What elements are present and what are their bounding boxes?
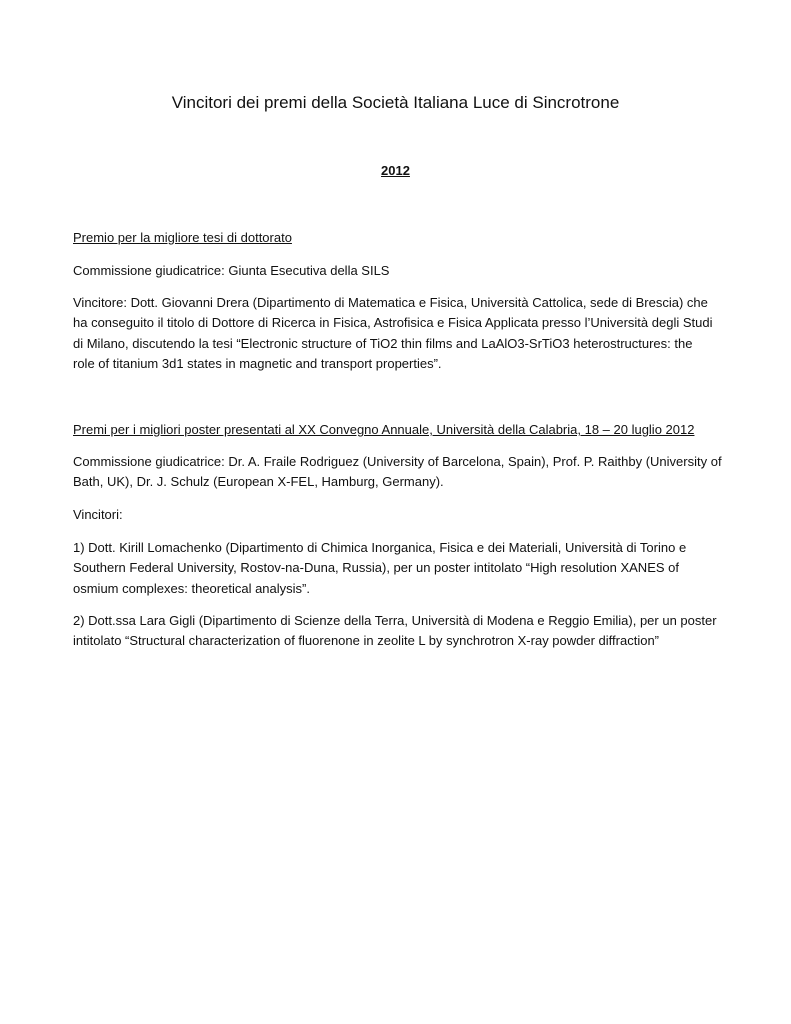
section1-heading: Premio per la migliore tesi di dottorato xyxy=(73,230,292,245)
section2-commission-line: Bath, UK), Dr. J. Schulz (European X-FEL, Hamburg, Germany). xyxy=(73,474,444,490)
winner1-line: Southern Federal University, Rostov-na-Duna, Russia), per un poster intitolato “High resolution XANES of xyxy=(73,560,679,576)
section1-winner-paragraph xyxy=(73,293,723,374)
section2-heading: Premi per i migliori poster presentati al XX Convegno Annuale, Università della Calabria, 18 – 20 luglio 2012 xyxy=(73,422,695,437)
winners-label: Vincitori: xyxy=(73,507,123,522)
section2-commission-paragraph xyxy=(73,452,753,493)
winner1-paragraph xyxy=(73,538,753,599)
winner2-line: 2) Dott.ssa Lara Gigli (Dipartimento di Scienze della Terra, Università di Modena e Reggio Emilia), per un poster xyxy=(73,613,717,628)
winner2-paragraph xyxy=(73,611,753,652)
section1-winner-line: Vincitore: Dott. Giovanni Drera (Dipartimento di Matematica e Fisica, Università Cattolica, sede di Brescia) che xyxy=(73,295,708,310)
page-title: Vincitori dei premi della Società Italiana Luce di Sincrotrone xyxy=(171,93,620,112)
section2-commission-line: Commissione giudicatrice: Dr. A. Fraile Rodriguez (University of Barcelona, Spain), Prof. P. Raithby (University of xyxy=(73,454,722,469)
winner1-line: osmium complexes: theoretical analysis”. xyxy=(73,580,310,596)
winner2-line: intitolato “Structural characterization of fluorenone in zeolite L by synchrotron X-ray powder diffraction” xyxy=(73,633,660,649)
section1-winner-line: role of titanium 3d1 states in magnetic and transport properties”. xyxy=(73,355,442,371)
year-heading: 2012 xyxy=(381,163,410,178)
section1-winner-line: di Milano, discutendo la tesi “Electronic structure of TiO2 thin films and LaAlO3-SrTiO3 heterostructures: the xyxy=(73,335,693,351)
winner1-line: 1) Dott. Kirill Lomachenko (Dipartimento di Chimica Inorganica, Fisica e dei Materiali, Università di Torino e xyxy=(73,540,687,555)
section1-winner-line: ha conseguito il titolo di Dottore di Ricerca in Fisica, Astrofisica e Fisica Applicata presso l’Università degli Studi xyxy=(73,315,713,331)
section1-commission: Commissione giudicatrice: Giunta Esecutiva della SILS xyxy=(73,263,390,278)
